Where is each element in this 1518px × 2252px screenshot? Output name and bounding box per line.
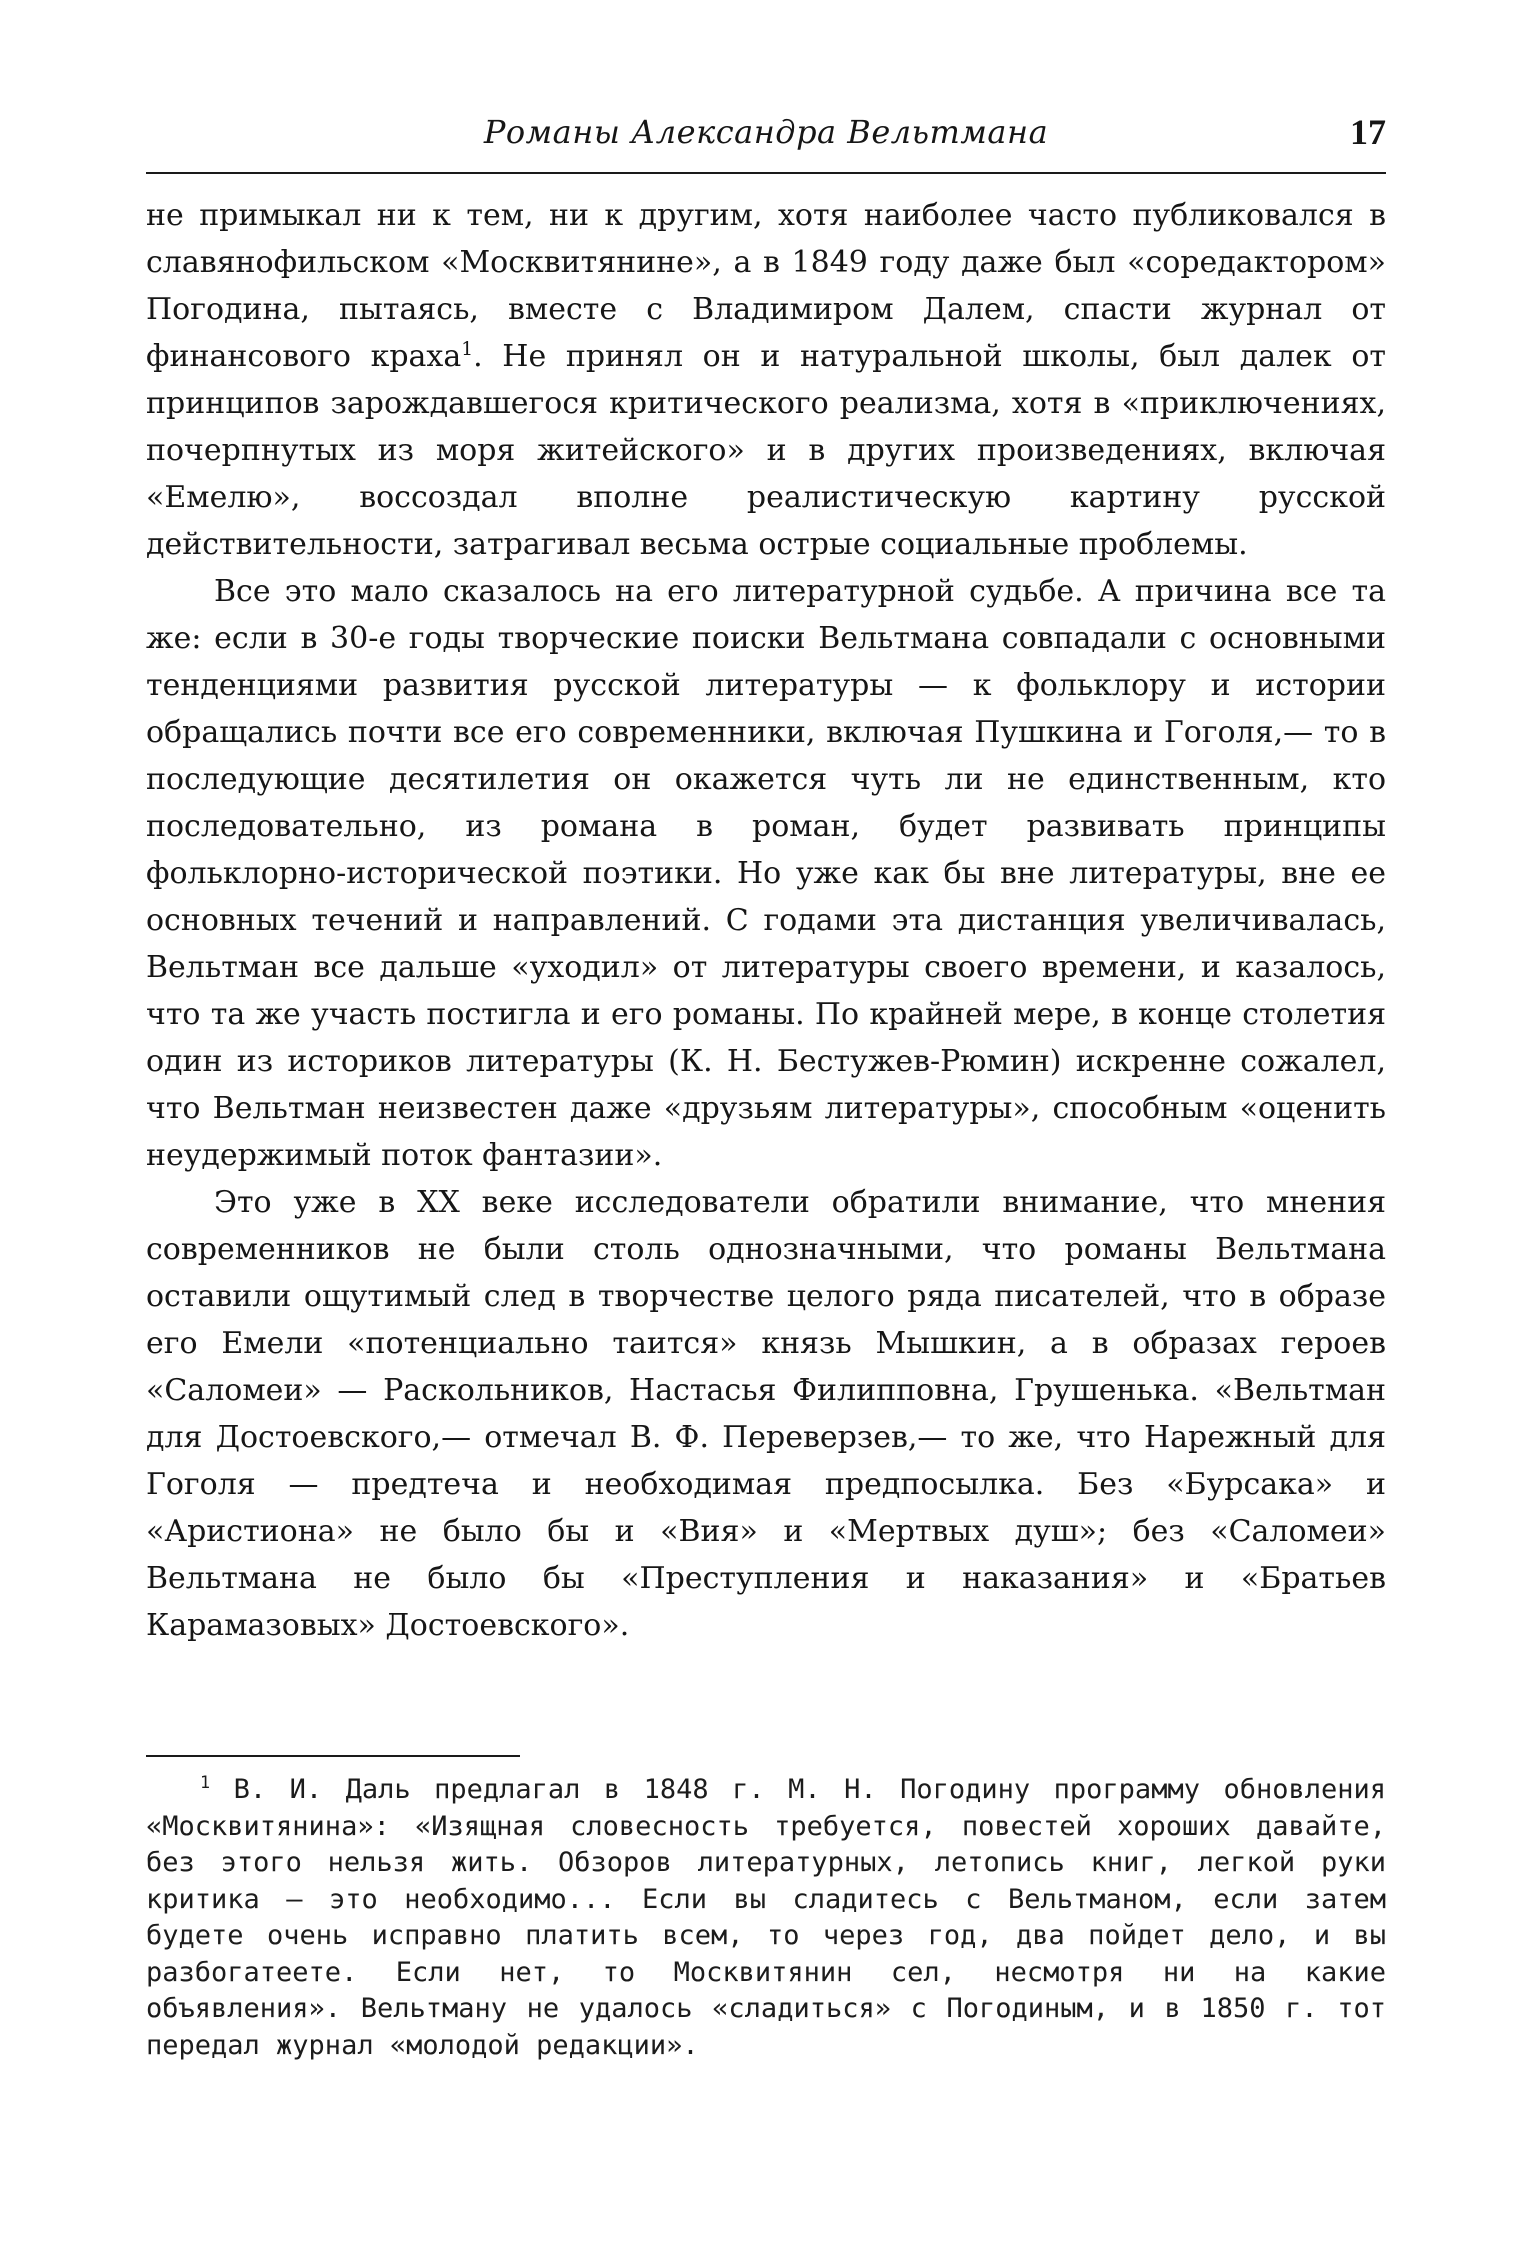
running-title: Романы Александра Вельтмана [483, 113, 1049, 151]
book-page [146, 0, 1386, 2252]
paragraph-1 [146, 192, 1386, 568]
running-header [146, 108, 1386, 156]
footnote-text: В. И. Даль предлагал в 1848 г. М. Н. Погодину программу обновления «Москвитянина»: «Изящная словесность требуется, повестей хороших давайте, без этого нельзя жить. Обзоров литературных, летопись книг, легкой руки критика — это необходимо... Если вы сладитесь с Вельтманом, если затем будете очень исправно платить всем, то через год, два пойдет дело, и вы разбогатеете. Если нет, то Москвитянин сел, несмотря ни на какие объявления». Вельтману не удалось «сладиться» с Погодиным, и в 1850 г. тот передал журнал «молодой редакции». [146, 1774, 1386, 2061]
footnote-rule [146, 1755, 520, 1757]
paragraph-3: Это уже в XX веке исследователи обратили внимание, что мнения современников не были столь однозначными, что романы Вельтмана оставили ощутимый след в творчестве целого ряда писателей, что в образе его Емели «потенциально таится» князь Мышкин, а в образах героев «Саломеи» — Раскольников, Настасья Филипповна, Грушенька. «Вельтман для Достоевского,— отмечал В. Ф. Переверзев,— то же, что Нарежный для Гоголя — предтеча и необходимая предпосылка. Без «Бурсака» и «Аристиона» не было бы и «Вия» и «Мертвых душ»; без «Саломеи» Вельтмана не было бы «Преступления и наказания» и «Братьев Карамазовых» Достоевского». [146, 1185, 1386, 1643]
paragraph-1-text: не примыкал ни к тем, ни к другим, хотя наиболее часто публиковался в славянофильском «Москвитянине», а в 1849 году даже был «соредактором» Погодина, пытаясь, вместе с Владимиром Далем, спасти журнал от финансового краха [146, 198, 1386, 374]
body-text [146, 192, 1386, 1649]
footnote-1 [146, 1772, 1386, 2064]
paragraph-1-continuation: . Не принял он и натуральной школы, был далек от принципов зарождавшегося критического реализма, хотя в «приключениях, почерпнутых из моря житейского» и в других произведениях, включая «Емелю», воссоздал вполне реалистическую картину русской действительности, затрагивал весьма острые социальные проблемы. [146, 339, 1386, 562]
header-rule [146, 172, 1386, 174]
footnote-reference: 1 [461, 339, 474, 360]
footnote-mark: 1 [200, 1772, 211, 1792]
paragraph-2: Все это мало сказалось на его литературной судьбе. А причина все та же: если в 30-е годы творческие поиски Вельтмана совпадали с основными тенденциями развития русской литературы — к фольклору и истории обращались почти все его современники, включая Пушкина и Гоголя,— то в последующие десятилетия он окажется чуть ли не единственным, кто последовательно, из романа в роман, будет развивать принципы фольклорно-исторической поэтики. Но уже как бы вне литературы, вне ее основных течений и направлений. С годами эта дистанция увеличивалась, Вельтман все дальше «уходил» от литературы своего времени, и казалось, что та же участь постигла и его романы. По крайней мере, в конце столетия один из историков литературы (К. Н. Бестужев-Рюмин) искренне сожалел, что Вельтман неизвестен даже «друзьям литературы», способным «оценить неудержимый поток фантазии». [146, 574, 1386, 1173]
page-number: 17 [1350, 112, 1386, 152]
